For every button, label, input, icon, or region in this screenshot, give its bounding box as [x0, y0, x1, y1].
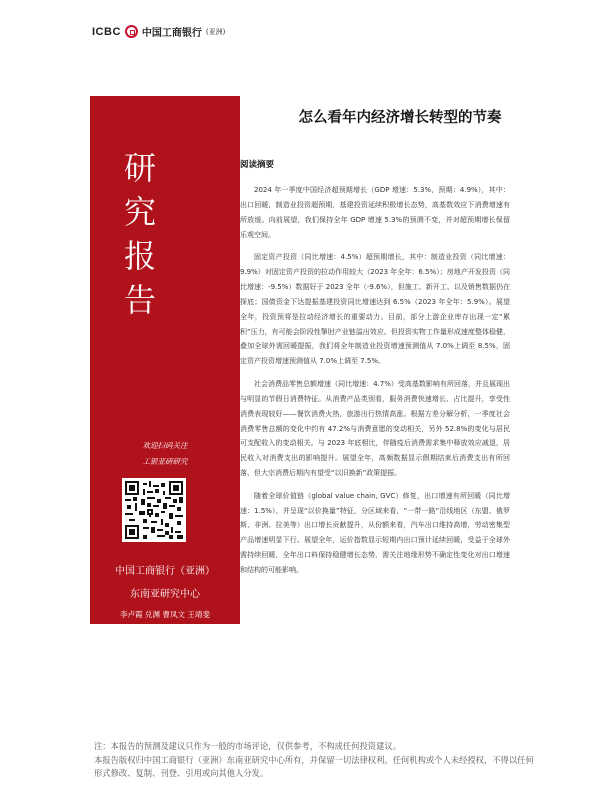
body-paragraph: 固定资产投资（同比增速：4.5%）超预期增长，其中：制造业投资（同比增速：9.9%）对固定资产投资的拉动作用较大（2023 年全年：6.5%）；房地产开发投资（同比增速：-9.5%）数据好于 2023 全年（-9.6%），但施工、新开工、以及销售数据仍在探底；国债资金下达提振基建投资同比增速达到 6.5%（2023 年全年：5.9%）。展望全年，投资预将是拉动经济增长的重要动力。目前，部分上游企业库存出现一定“累积”压力，有可能会阶段性掣肘产业链溢出效应。但投资实物工作量形成速度整体稳健，叠加全球外需回暖提振，我们将全年制造业投资增速预测值从 7.0%上调至 8.5%，固定资产投资增速预测值从 7.0%上调至 7.5%。: [240, 253, 510, 366]
scan-prompt-line2: 工银亚研研究: [142, 457, 188, 466]
body-paragraph: 社会消费品零售总额增速（同比增速：4.7%）受高基数影响有所回落，并且展现出与明显的节假日消费特征。从消费产品类别看，服务消费快速增长、占比提升，享受性消费表现较好——餐饮消费火热，旅游出行热情高涨。根据方差分解分析，一季度社会消费零售总额的变化中约有 47.2%与消费意愿的变动相关，另外 52.8%的变化与居民可支配收入的变动相关。与 2023 年底相比，伴随疫后消费需求集中释放效应减退，居民收入对消费支出的影响提升。展望全年，高频数据显示假期结束后消费支出有所回落，但大宗消费后期内有望受“以旧换新”政策提振。: [240, 379, 510, 478]
disclaimer: [94, 740, 534, 781]
abstract-heading: 阅读摘要: [240, 160, 275, 170]
body-paragraph: 随着全球价值链（global value chain, GVC）修复，出口增速有所回暖（同比增速：1.5%），并呈现“以价换量”特征，分区域来看，“一带一路”沿线地区（东盟、俄罗斯、非洲、拉美等）出口增长贡献提升，从份额来看，汽车出口维持高增，劳动密集型产品增速明显下行。展望全年，运价指数显示短期内出口预计延续回暖，受益于全球外需持续回暖，全年出口料保持稳健增长态势，需关注地缘形势不确定性变化对出口增速和结构的可能影响。: [240, 491, 510, 575]
author-list: 李卢霞 兑渊 曹凤文 王靖斐: [120, 610, 210, 619]
qr-code-icon[interactable]: [122, 478, 186, 542]
brand-logo: [92, 24, 225, 39]
brand-name-cn: 中国工商银行: [141, 28, 202, 39]
title-char: 报: [123, 237, 156, 275]
title-char: 研: [123, 149, 156, 187]
bank-name: 中国工商银行（亚洲）: [115, 566, 215, 577]
report-sidebar: [90, 96, 240, 624]
body-paragraph: 2024 年一季度中国经济超预期增长（GDP 增速：5.3%，预期：4.9%），其中：出口回暖，制造业投资超预期，基建投资延续积极增长态势，高基数效应下消费增速有所放缓。向前展望，我们保持全年 GDP 增速 5.3%的预测不变，并对超预期增长保留乐观空间。: [240, 185, 510, 239]
disclaimer-line: 注：本报告的预测及建议只作为一般的市场评论，仅供参考，不构成任何投资建议。: [94, 741, 401, 751]
report-type-title: [120, 146, 160, 322]
brand-name-en: ICBC: [92, 25, 121, 38]
page-header: [0, 0, 600, 60]
article-title: 怎么看年内经济增长转型的节奏: [298, 109, 502, 126]
brand-region: (亚洲): [205, 27, 226, 36]
disclaimer-line: 本报告版权归中国工商银行（亚洲）东南亚研究中心所有，并保留一切法律权利。任何机构或个人未经授权，不得以任何形式修改、复制、刊登、引用或向其他人分发。: [94, 754, 534, 778]
title-char: 究: [123, 193, 156, 231]
title-char: 告: [123, 281, 156, 319]
article-body: [240, 158, 510, 586]
icbc-logo-icon: [125, 25, 138, 38]
research-center-name: 东南亚研究中心: [130, 589, 200, 600]
scan-prompt-line1: 欢迎扫码关注: [142, 441, 188, 450]
